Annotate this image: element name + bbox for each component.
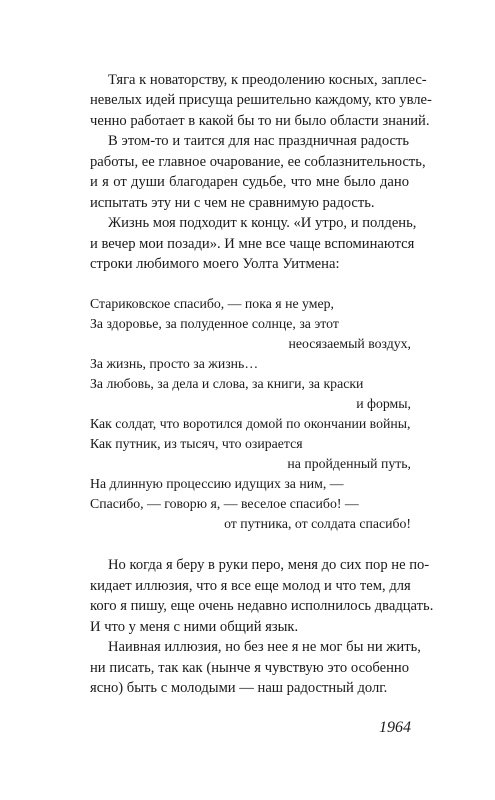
para5-line-2: ни писать, так как (нынче я чувствую это особенно (90, 660, 409, 676)
para5-line-3: ясно) быть с молодыми — наш радостный долг. (90, 680, 388, 696)
para3-line-1: Жизнь моя подходит к концу. «И утро, и полдень, (108, 215, 417, 231)
para2-line-3: и я от души благодарен судьбе, что мне было дано (90, 174, 409, 190)
para3-line-3: строки любимого моего Уолта Уитмена: (90, 256, 340, 272)
para2-line-1: В этом-то и таится для нас праздничная радость (108, 133, 409, 149)
poem-line-11: Спасибо, — говорю я, — веселое спасибо! — (90, 496, 359, 511)
para1-line-3: ченно работает в какой бы то ни было области знаний. (90, 113, 430, 129)
poem-line-5: За любовь, за дела и слова, за книги, за краски (90, 376, 364, 391)
para1-line-2: невелых идей присуща решительно каждому, кто увле- (90, 92, 432, 108)
poem-line-12: от путника, от солдата спасибо! (224, 516, 411, 531)
para4-line-1: Но когда я беру в руки перо, меня до сих пор не по- (108, 557, 430, 573)
poem-line-7: Как солдат, что воротился домой по окончании войны, (90, 416, 411, 431)
poem-line-1: Стариковское спасибо, — пока я не умер, (90, 296, 334, 311)
para4-line-3: кого я пишу, еще очень недавно исполнилось двадцать. (90, 598, 434, 614)
para2-line-4: испытать эту ни с чем не сравнимую радость. (90, 195, 375, 211)
poem-line-9: на пройденный путь, (287, 456, 411, 471)
poem-line-3: неосязаемый воздух, (288, 336, 411, 351)
poem-line-8: Как путник, из тысяч, что озирается (90, 436, 303, 451)
para4-line-4: И что у меня с ними общий язык. (90, 619, 299, 635)
poem-line-4: За жизнь, просто за жизнь… (90, 356, 259, 371)
date-signature: 1964 (379, 719, 411, 736)
para1-line-1: Тяга к новаторству, к преодолению косных, заплес- (108, 72, 427, 88)
poem-line-2: За здоровье, за полуденное солнце, за этот (90, 316, 339, 331)
poem-line-6: и формы, (356, 396, 411, 411)
para2-line-2: работы, ее главное очарование, ее соблазнительность, (90, 154, 426, 170)
para5-line-1: Наивная иллюзия, но без нее я не мог бы ни жить, (108, 639, 421, 655)
para4-line-2: кидает иллюзия, что я все еще молод и что тем, для (90, 578, 411, 594)
para3-line-2: и вечер мои позади». И мне все чаще вспоминаются (90, 236, 415, 252)
poem-line-10: На длинную процессию идущих за ним, — (90, 476, 344, 491)
